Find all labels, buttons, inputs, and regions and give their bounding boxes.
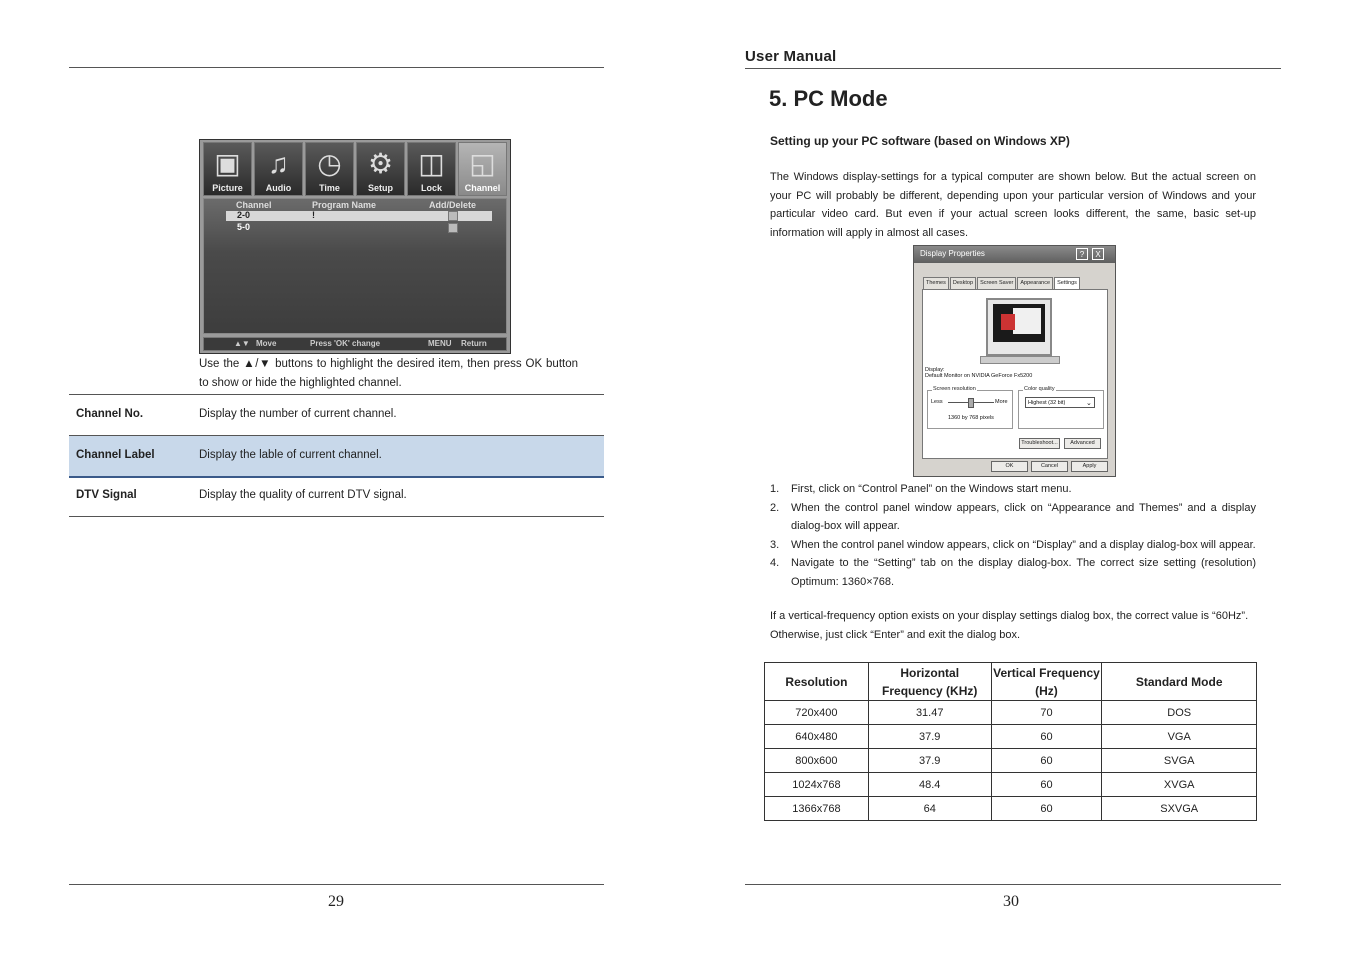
monitor-icon <box>986 298 1052 356</box>
frequency-note: If a vertical-frequency option exists on your display settings dialog box, the correct value is “60Hz”. Otherwise, just click “Enter” and exit the dialog box. <box>770 610 1249 641</box>
troubleshoot-button: Troubleshoot... <box>1019 438 1060 449</box>
table-cell: VGA <box>1102 725 1257 749</box>
table-cell: SVGA <box>1102 749 1257 773</box>
steps-list <box>770 480 1256 591</box>
left-top-rule <box>69 67 604 68</box>
osd-tab-setup <box>356 142 405 196</box>
section-subtitle: Setting up your PC software (based on Windows XP) <box>770 134 1070 148</box>
tab-screen-saver: Screen Saver <box>977 277 1016 289</box>
osd-channel-list <box>203 198 507 334</box>
osd-tab-picture <box>203 142 252 196</box>
ok-button: OK <box>991 461 1028 472</box>
osd-tab-audio <box>254 142 303 196</box>
monitor-stand <box>980 356 1060 364</box>
clock-icon: ◷ <box>317 148 342 179</box>
step-number: 4. <box>770 557 780 569</box>
resolution-table <box>764 662 1257 821</box>
table-value: Display the number of current channel. <box>199 408 397 420</box>
left-bottom-rule <box>69 884 604 885</box>
speaker-icon: ♫ <box>268 148 289 179</box>
table-cell: 60 <box>991 725 1102 749</box>
screen-resolution-group <box>927 386 1013 429</box>
updown-icon: ▲▼ <box>234 339 250 348</box>
screen-resolution-label: Screen resolution <box>933 386 976 392</box>
table-cell: 60 <box>991 749 1102 773</box>
osd-channel-number: 2-0 <box>237 210 251 220</box>
table-row <box>765 797 1257 821</box>
osd-menu-tabs <box>203 142 507 196</box>
osd-tab-lock <box>407 142 456 196</box>
step-text: Navigate to the “Setting” tab on the display dialog-box. The correct size setting (resolution) Optimum: 1360×768. <box>791 557 1256 588</box>
step-text: When the control panel window appears, click on “Appearance and Themes” and a display dialog-box will appear. <box>791 501 1256 532</box>
table-cell: 720x400 <box>765 701 869 725</box>
color-quality-label: Color quality <box>1024 386 1055 392</box>
left-table-rule <box>69 516 604 517</box>
table-row <box>765 701 1257 725</box>
osd-channel-row <box>226 223 492 233</box>
list-item <box>770 480 1256 499</box>
help-icon: ? <box>1076 248 1088 260</box>
advanced-button: Advanced <box>1064 438 1101 449</box>
osd-tab-time <box>305 142 354 196</box>
osd-tab-label: Setup <box>367 183 393 193</box>
table-value: Display the quality of current DTV signal. <box>199 489 407 501</box>
page-title: 5. PC Mode <box>769 86 888 111</box>
table-row <box>765 725 1257 749</box>
color-quality-group <box>1018 386 1104 429</box>
right-top-rule <box>745 68 1281 69</box>
table-row <box>69 478 604 518</box>
table-cell: XVGA <box>1102 773 1257 797</box>
lock-icon: ◫ <box>418 148 445 179</box>
osd-footer <box>203 337 507 351</box>
right-bottom-rule <box>745 884 1281 885</box>
intro-paragraph: The Windows display-settings for a typical computer are shown below. But the actual screen on your PC will probably be different, depending upon your particular version of Windows and your particular video card. But even if your actual screen looks different, the same, basic set-up information will apply in almost all cases. <box>770 171 1256 239</box>
page-number: 30 <box>1003 893 1019 910</box>
table-value: Display the lable of current channel. <box>199 449 382 461</box>
table-cell: 1366x768 <box>765 797 869 821</box>
display-label: Display: <box>925 367 945 373</box>
table-row <box>765 773 1257 797</box>
table-header-row <box>765 663 1257 701</box>
table-row <box>69 436 604 476</box>
less-label: Less <box>931 399 943 405</box>
running-header: User Manual <box>745 48 837 65</box>
osd-footer-press: Press 'OK' change <box>310 339 381 348</box>
display-value: Default Monitor on NVIDIA GeForce Fx5200 <box>925 373 1033 379</box>
table-cell: 70 <box>991 701 1102 725</box>
table-row <box>765 749 1257 773</box>
page-number: 29 <box>328 893 344 910</box>
table-cell: 60 <box>991 797 1102 821</box>
osd-tab-label: Channel <box>464 183 501 193</box>
tv-osd-screenshot <box>199 139 511 354</box>
color-quality-select <box>1025 397 1095 408</box>
apply-button: Apply <box>1071 461 1108 472</box>
table-cell: 31.47 <box>868 701 991 725</box>
column-header: Vertical Frequency (Hz) <box>991 663 1102 701</box>
resolution-slider-thumb <box>968 398 974 408</box>
osd-instruction: Use the ▲/▼ buttons to highlight the desired item, then press OK button to show or hide the highlighted channel. <box>199 358 578 389</box>
osd-program-name: ! <box>312 210 315 220</box>
check-icon <box>448 211 458 221</box>
table-cell: 48.4 <box>868 773 991 797</box>
column-header: Horizontal Frequency (KHz) <box>868 663 991 701</box>
dialog-title: Display Properties <box>920 249 985 258</box>
osd-footer-move: Move <box>256 339 277 348</box>
dialog-titlebar <box>914 246 1115 263</box>
step-number: 3. <box>770 538 780 551</box>
table-key: Channel No. <box>76 408 144 420</box>
osd-col-channel: Channel <box>236 200 272 210</box>
osd-tab-label: Time <box>319 183 340 193</box>
table-cell: 800x600 <box>765 749 869 773</box>
check-icon <box>448 223 458 233</box>
dialog-settings-panel <box>922 289 1108 459</box>
table-cell: 64 <box>868 797 991 821</box>
table-key: DTV Signal <box>76 489 137 501</box>
table-cell: 1024x768 <box>765 773 869 797</box>
table-cell: DOS <box>1102 701 1257 725</box>
step-text: First, click on “Control Panel” on the Windows start menu. <box>791 483 1072 495</box>
osd-col-program: Program Name <box>312 200 377 210</box>
tab-desktop: Desktop <box>950 277 976 289</box>
column-header: Standard Mode <box>1102 663 1257 701</box>
osd-col-add-delete: Add/Delete <box>429 200 477 210</box>
camera-icon: ▣ <box>214 148 241 179</box>
close-icon: X <box>1092 248 1104 260</box>
table-row <box>69 395 604 435</box>
tab-appearance: Appearance <box>1017 277 1053 289</box>
list-item <box>770 499 1256 536</box>
table-key: Channel Label <box>76 449 155 461</box>
tab-themes: Themes <box>923 277 949 289</box>
display-properties-dialog <box>913 245 1116 477</box>
column-header: Resolution <box>765 663 869 701</box>
osd-tab-label: Lock <box>420 183 442 193</box>
table-cell: 37.9 <box>868 749 991 773</box>
table-cell: 37.9 <box>868 725 991 749</box>
osd-tab-label: Picture <box>212 183 243 193</box>
list-item <box>770 536 1256 555</box>
osd-channel-row <box>226 211 492 221</box>
cancel-button: Cancel <box>1031 461 1068 472</box>
more-label: More <box>995 399 1008 405</box>
dialog-tabs <box>923 277 1081 289</box>
table-cell: 60 <box>991 773 1102 797</box>
list-item <box>770 554 1256 591</box>
satellite-icon: ◱ <box>469 148 496 179</box>
osd-footer-menu-key: MENU <box>428 339 452 348</box>
osd-tab-channel <box>458 142 507 196</box>
osd-tab-label: Audio <box>265 183 292 193</box>
osd-channel-number: 5-0 <box>237 222 251 232</box>
wrench-icon: ⚙ <box>367 148 394 179</box>
osd-footer-return: Return <box>461 339 487 348</box>
color-quality-value: Highest (32 bit) <box>1028 400 1066 406</box>
chevron-down-icon: ⌄ <box>1086 400 1092 407</box>
step-number: 2. <box>770 501 780 514</box>
step-text: When the control panel window appears, click on “Display” and a display dialog-box will appear. <box>791 538 1256 551</box>
resolution-value: 1360 by 768 pixels <box>948 415 994 421</box>
tab-settings: Settings <box>1054 277 1080 289</box>
table-cell: SXVGA <box>1102 797 1257 821</box>
table-cell: 640x480 <box>765 725 869 749</box>
step-number: 1. <box>770 483 780 495</box>
